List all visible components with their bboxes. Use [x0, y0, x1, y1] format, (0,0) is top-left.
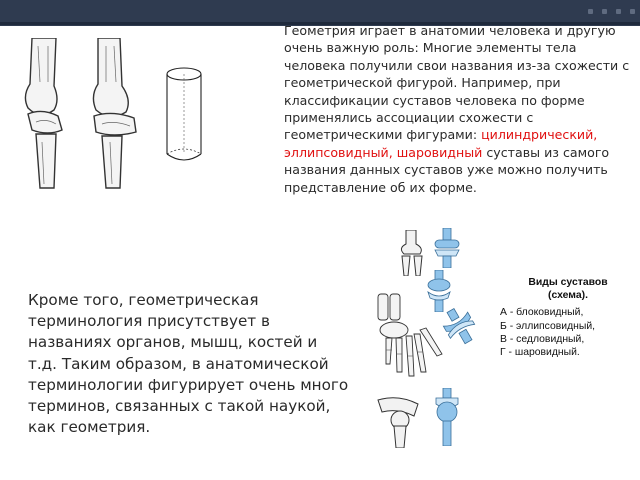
corner-dot	[588, 9, 593, 14]
corner-dot	[630, 9, 635, 14]
joint-types-legend	[498, 276, 638, 359]
corner-dot	[616, 9, 621, 14]
intro-paragraph	[284, 22, 636, 196]
legend-item: Г - шаровидный.	[500, 347, 580, 359]
shoulder-joint-model	[374, 394, 430, 448]
hand-skeleton-image	[376, 292, 450, 380]
legend-item: В - седловидный,	[500, 333, 585, 345]
legend-item: Б - эллипсовидный,	[500, 320, 596, 332]
terminology-paragraph: Кроме того, геометрическая терминология присутствует в названиях органов, мышц, костей и т.д. Таким образом, в анатомической терминологии фигурирует очень много терминов, связанных с такой наукой, как геометрия.	[28, 291, 349, 437]
ball-joint-model	[432, 388, 462, 446]
cylinder-image	[164, 66, 204, 164]
knee-bones-image	[10, 38, 156, 190]
legend-title-line2: (схема).	[548, 290, 588, 302]
intro-text: Геометрия играет в анатомии человека и другую очень важную роль: Многие элементы тела человека получили свои названия из-за схожести с геометрической фигурой. Например, при классификации суставов человека по форме применялись ассоциации схожести с геометрическими фигурами:	[284, 23, 630, 143]
legend-title-line1: Виды суставов	[528, 277, 608, 288]
legend-item: А - блоковидный,	[500, 307, 584, 319]
joint-names-highlight: цилиндрический, эллипсовидный, шаровидный	[284, 127, 598, 160]
intro-text-end: суставы из самого названия данных суставов уже можно получить представление об их форме.	[284, 144, 610, 195]
corner-dot	[602, 9, 607, 14]
elbow-joint-image	[394, 230, 430, 276]
hinge-joint-model	[432, 228, 462, 268]
saddle-joint-model	[440, 308, 480, 346]
legend-title	[498, 276, 638, 302]
